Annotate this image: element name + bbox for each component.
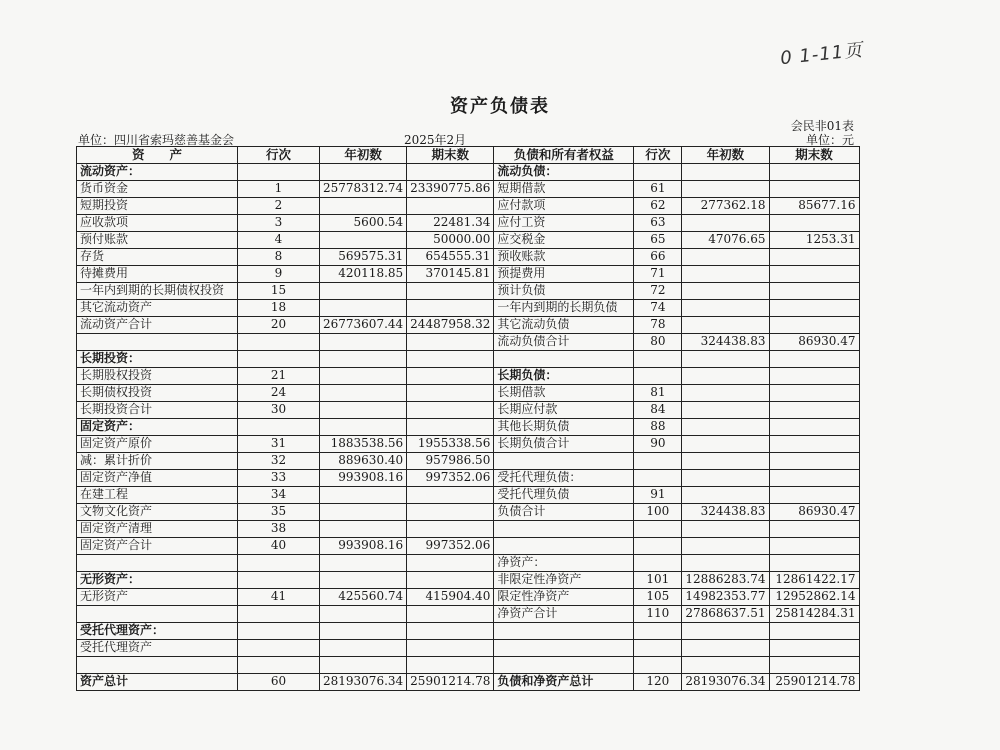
asset-item-label: 在建工程 [77,487,238,504]
page-title: 资产负债表 [450,96,550,117]
table-row [77,504,860,521]
asset-ending-value [407,368,494,385]
asset-ending-value [407,164,494,181]
table-row [77,538,860,555]
asset-beginning-value [320,487,407,504]
liability-beginning-value [682,419,769,436]
asset-line-no: 35 [238,504,320,521]
asset-beginning-value [320,300,407,317]
liability-line-no [634,368,682,385]
liability-ending-value [769,351,859,368]
asset-ending-value [407,300,494,317]
asset-ending-value [407,555,494,572]
liability-ending-value: 1253.31 [769,232,859,249]
asset-beginning-value: 993908.16 [320,470,407,487]
liability-line-no: 110 [634,606,682,623]
liability-ending-value [769,283,859,300]
asset-beginning-value [320,402,407,419]
liability-beginning-value [682,436,769,453]
liability-line-no: 66 [634,249,682,266]
liability-beginning-value [682,300,769,317]
liability-item-label: 受托代理负债： [494,470,634,487]
liability-line-no [634,164,682,181]
liability-item-label: 应付款项 [494,198,634,215]
asset-line-no [238,657,320,674]
asset-line-no: 9 [238,266,320,283]
liability-ending-value [769,402,859,419]
asset-item-label: 长期债权投资 [77,385,238,402]
asset-beginning-value [320,521,407,538]
liability-item-label: 长期负债合计 [494,436,634,453]
asset-ending-value [407,657,494,674]
liability-beginning-value [682,487,769,504]
asset-line-no: 4 [238,232,320,249]
liability-beginning-value [682,317,769,334]
header-beginning-2: 年初数 [682,147,769,164]
liability-beginning-value [682,351,769,368]
asset-item-label: 固定资产清理 [77,521,238,538]
asset-ending-value: 997352.06 [407,470,494,487]
table-row [77,606,860,623]
asset-beginning-value: 889630.40 [320,453,407,470]
asset-line-no: 34 [238,487,320,504]
liability-ending-value [769,300,859,317]
liability-ending-value: 25814284.31 [769,606,859,623]
asset-item-label [77,555,238,572]
liability-line-no: 65 [634,232,682,249]
liability-ending-value [769,555,859,572]
asset-beginning-value [320,555,407,572]
asset-item-label: 流动资产合计 [77,317,238,334]
asset-ending-value [407,283,494,300]
asset-line-no: 24 [238,385,320,402]
liability-line-no [634,657,682,674]
liability-item-label: 一年内到期的长期负债 [494,300,634,317]
liability-beginning-value [682,249,769,266]
liability-line-no [634,538,682,555]
asset-ending-value [407,385,494,402]
asset-beginning-value [320,606,407,623]
asset-item-label: 流动资产： [77,164,238,181]
liability-item-label [494,351,634,368]
liability-line-no: 100 [634,504,682,521]
asset-ending-value: 25901214.78 [407,674,494,691]
liability-beginning-value [682,283,769,300]
asset-line-no [238,640,320,657]
asset-item-label: 一年内到期的长期债权投资 [77,283,238,300]
asset-ending-value: 415904.40 [407,589,494,606]
header-line-no: 行次 [238,147,320,164]
asset-beginning-value [320,640,407,657]
asset-line-no: 18 [238,300,320,317]
liability-ending-value [769,657,859,674]
liability-line-no: 105 [634,589,682,606]
liability-beginning-value [682,538,769,555]
asset-ending-value [407,572,494,589]
handwritten-page-note: 0 1-11页 [779,39,865,70]
table-row [77,555,860,572]
liability-ending-value [769,317,859,334]
asset-item-label: 待摊费用 [77,266,238,283]
asset-ending-value [407,334,494,351]
asset-item-label: 无形资产： [77,572,238,589]
liability-item-label [494,538,634,555]
table-row [77,640,860,657]
liability-ending-value [769,164,859,181]
table-row [77,181,860,198]
asset-beginning-value: 5600.54 [320,215,407,232]
table-row [77,164,860,181]
asset-beginning-value: 569575.31 [320,249,407,266]
liability-beginning-value: 27868637.51 [682,606,769,623]
asset-ending-value [407,351,494,368]
table-row [77,623,860,640]
asset-beginning-value: 993908.16 [320,538,407,555]
table-row [77,300,860,317]
liability-item-label: 长期负债： [494,368,634,385]
liability-item-label: 长期应付款 [494,402,634,419]
liability-line-no: 72 [634,283,682,300]
liability-line-no: 80 [634,334,682,351]
asset-item-label: 固定资产净值 [77,470,238,487]
liability-beginning-value: 277362.18 [682,198,769,215]
header-ending: 期末数 [407,147,494,164]
asset-item-label: 受托代理资产： [77,623,238,640]
liability-ending-value [769,640,859,657]
liability-beginning-value [682,181,769,198]
liability-beginning-value [682,266,769,283]
liability-ending-value: 12952862.14 [769,589,859,606]
asset-beginning-value: 420118.85 [320,266,407,283]
liability-ending-value [769,181,859,198]
asset-line-no: 30 [238,402,320,419]
liability-item-label: 负债合计 [494,504,634,521]
asset-line-no: 3 [238,215,320,232]
liability-item-label: 净资产： [494,555,634,572]
table-row [77,368,860,385]
liability-line-no: 78 [634,317,682,334]
liability-beginning-value [682,164,769,181]
liability-ending-value: 85677.16 [769,198,859,215]
table-row [77,453,860,470]
asset-item-label: 其它流动资产 [77,300,238,317]
table-row [77,266,860,283]
liability-item-label: 流动负债： [494,164,634,181]
asset-item-label: 长期投资： [77,351,238,368]
liability-beginning-value: 47076.65 [682,232,769,249]
asset-ending-value [407,640,494,657]
header-line-no-2: 行次 [634,147,682,164]
liability-line-no [634,351,682,368]
asset-line-no [238,555,320,572]
asset-ending-value: 957986.50 [407,453,494,470]
liability-beginning-value [682,368,769,385]
header-beginning: 年初数 [320,147,407,164]
liability-line-no [634,640,682,657]
asset-item-label: 存货 [77,249,238,266]
asset-beginning-value [320,198,407,215]
liability-item-label: 应付工资 [494,215,634,232]
asset-beginning-value: 28193076.34 [320,674,407,691]
asset-line-no [238,419,320,436]
asset-item-label: 减：累计折价 [77,453,238,470]
asset-item-label: 无形资产 [77,589,238,606]
liability-item-label: 预提费用 [494,266,634,283]
liability-beginning-value: 324438.83 [682,504,769,521]
asset-item-label: 资产总计 [77,674,238,691]
asset-item-label [77,334,238,351]
asset-item-label: 文物文化资产 [77,504,238,521]
asset-ending-value: 1955338.56 [407,436,494,453]
asset-beginning-value: 1883538.56 [320,436,407,453]
asset-ending-value [407,198,494,215]
liability-item-label: 长期借款 [494,385,634,402]
table-row [77,436,860,453]
asset-item-label: 应收款项 [77,215,238,232]
table-row [77,589,860,606]
currency-unit: 单位：元 [805,133,854,147]
liability-item-label: 短期借款 [494,181,634,198]
liability-beginning-value [682,623,769,640]
asset-beginning-value [320,283,407,300]
table-row [77,674,860,691]
header-asset: 资 产 [77,147,238,164]
asset-beginning-value [320,334,407,351]
liability-beginning-value: 12886283.74 [682,572,769,589]
liability-line-no [634,453,682,470]
liability-line-no: 71 [634,266,682,283]
liability-line-no: 88 [634,419,682,436]
asset-line-no: 33 [238,470,320,487]
liability-item-label: 应交税金 [494,232,634,249]
liability-ending-value [769,385,859,402]
liability-beginning-value: 14982353.77 [682,589,769,606]
liability-ending-value: 86930.47 [769,504,859,521]
asset-beginning-value [320,572,407,589]
liability-line-no: 91 [634,487,682,504]
liability-ending-value: 12861422.17 [769,572,859,589]
asset-ending-value: 654555.31 [407,249,494,266]
asset-item-label: 预付账款 [77,232,238,249]
asset-line-no: 2 [238,198,320,215]
asset-line-no: 1 [238,181,320,198]
table-row [77,232,860,249]
asset-line-no [238,623,320,640]
table-row [77,657,860,674]
asset-ending-value: 24487958.32 [407,317,494,334]
liability-beginning-value [682,453,769,470]
asset-ending-value [407,606,494,623]
asset-beginning-value [320,419,407,436]
liability-ending-value [769,538,859,555]
asset-item-label: 货币资金 [77,181,238,198]
liability-ending-value [769,487,859,504]
asset-line-no: 41 [238,589,320,606]
reporting-organization: 单位：四川省索玛慈善基金会 [78,133,235,147]
table-row [77,385,860,402]
liability-line-no [634,521,682,538]
liability-line-no: 62 [634,198,682,215]
table-row [77,351,860,368]
table-header-row [77,147,860,164]
liability-item-label: 非限定性净资产 [494,572,634,589]
liability-ending-value [769,368,859,385]
asset-ending-value [407,521,494,538]
asset-ending-value [407,402,494,419]
liability-beginning-value [682,521,769,538]
table-row [77,215,860,232]
liability-line-no [634,555,682,572]
asset-line-no: 31 [238,436,320,453]
asset-ending-value: 997352.06 [407,538,494,555]
liability-beginning-value [682,640,769,657]
asset-ending-value: 50000.00 [407,232,494,249]
asset-item-label: 固定资产合计 [77,538,238,555]
liability-beginning-value: 28193076.34 [682,674,769,691]
asset-beginning-value [320,504,407,521]
report-period: 2025年2月 [404,133,467,147]
liability-beginning-value [682,657,769,674]
asset-line-no: 20 [238,317,320,334]
liability-ending-value [769,470,859,487]
liability-item-label: 净资产合计 [494,606,634,623]
asset-line-no: 8 [238,249,320,266]
liability-ending-value: 86930.47 [769,334,859,351]
asset-ending-value [407,623,494,640]
asset-beginning-value [320,368,407,385]
form-code: 会民非01表 [790,119,854,133]
liability-ending-value [769,453,859,470]
table-row [77,419,860,436]
liability-beginning-value [682,470,769,487]
liability-item-label [494,640,634,657]
asset-ending-value: 22481.34 [407,215,494,232]
asset-beginning-value [320,164,407,181]
asset-line-no: 32 [238,453,320,470]
asset-line-no [238,164,320,181]
asset-item-label [77,606,238,623]
asset-item-label: 受托代理资产 [77,640,238,657]
liability-line-no: 120 [634,674,682,691]
asset-line-no: 60 [238,674,320,691]
liability-item-label: 流动负债合计 [494,334,634,351]
table-row [77,572,860,589]
liability-item-label: 限定性净资产 [494,589,634,606]
liability-ending-value: 25901214.78 [769,674,859,691]
liability-item-label [494,521,634,538]
liability-line-no [634,470,682,487]
asset-item-label: 长期股权投资 [77,368,238,385]
liability-item-label: 预收账款 [494,249,634,266]
liability-item-label [494,623,634,640]
asset-line-no: 38 [238,521,320,538]
table-row [77,249,860,266]
liability-item-label: 受托代理负债 [494,487,634,504]
asset-beginning-value: 26773607.44 [320,317,407,334]
asset-line-no: 40 [238,538,320,555]
liability-line-no [634,623,682,640]
asset-beginning-value [320,351,407,368]
asset-ending-value [407,487,494,504]
liability-beginning-value [682,555,769,572]
asset-ending-value: 370145.81 [407,266,494,283]
table-row [77,521,860,538]
asset-ending-value: 23390775.86 [407,181,494,198]
asset-line-no [238,351,320,368]
table-row [77,283,860,300]
table-row [77,198,860,215]
liability-item-label: 负债和净资产总计 [494,674,634,691]
table-row [77,470,860,487]
asset-ending-value [407,504,494,521]
asset-item-label: 长期投资合计 [77,402,238,419]
liability-line-no: 74 [634,300,682,317]
liability-ending-value [769,215,859,232]
liability-ending-value [769,419,859,436]
liability-line-no: 61 [634,181,682,198]
table-row [77,487,860,504]
liability-item-label [494,657,634,674]
liability-ending-value [769,249,859,266]
asset-line-no [238,572,320,589]
liability-ending-value [769,623,859,640]
liability-line-no: 63 [634,215,682,232]
table-row [77,334,860,351]
asset-beginning-value: 25778312.74 [320,181,407,198]
liability-beginning-value: 324438.83 [682,334,769,351]
table-row [77,317,860,334]
liability-line-no: 81 [634,385,682,402]
liability-beginning-value [682,215,769,232]
asset-item-label: 短期投资 [77,198,238,215]
asset-beginning-value [320,623,407,640]
liability-ending-value [769,266,859,283]
liability-line-no: 101 [634,572,682,589]
liability-item-label: 预计负债 [494,283,634,300]
liability-item-label: 其它流动负债 [494,317,634,334]
liability-item-label: 其他长期负债 [494,419,634,436]
liability-beginning-value [682,402,769,419]
asset-beginning-value [320,232,407,249]
balance-sheet-table [76,146,860,691]
liability-beginning-value [682,385,769,402]
asset-ending-value [407,419,494,436]
asset-item-label: 固定资产： [77,419,238,436]
asset-beginning-value [320,657,407,674]
table-row [77,402,860,419]
header-liabilities-equity: 负债和所有者权益 [494,147,634,164]
asset-beginning-value [320,385,407,402]
liability-line-no: 90 [634,436,682,453]
asset-line-no [238,334,320,351]
header-ending-2: 期末数 [769,147,859,164]
asset-line-no: 21 [238,368,320,385]
liability-item-label [494,453,634,470]
asset-line-no [238,606,320,623]
liability-line-no: 84 [634,402,682,419]
liability-ending-value [769,521,859,538]
asset-item-label [77,657,238,674]
liability-ending-value [769,436,859,453]
asset-beginning-value: 425560.74 [320,589,407,606]
asset-item-label: 固定资产原价 [77,436,238,453]
asset-line-no: 15 [238,283,320,300]
